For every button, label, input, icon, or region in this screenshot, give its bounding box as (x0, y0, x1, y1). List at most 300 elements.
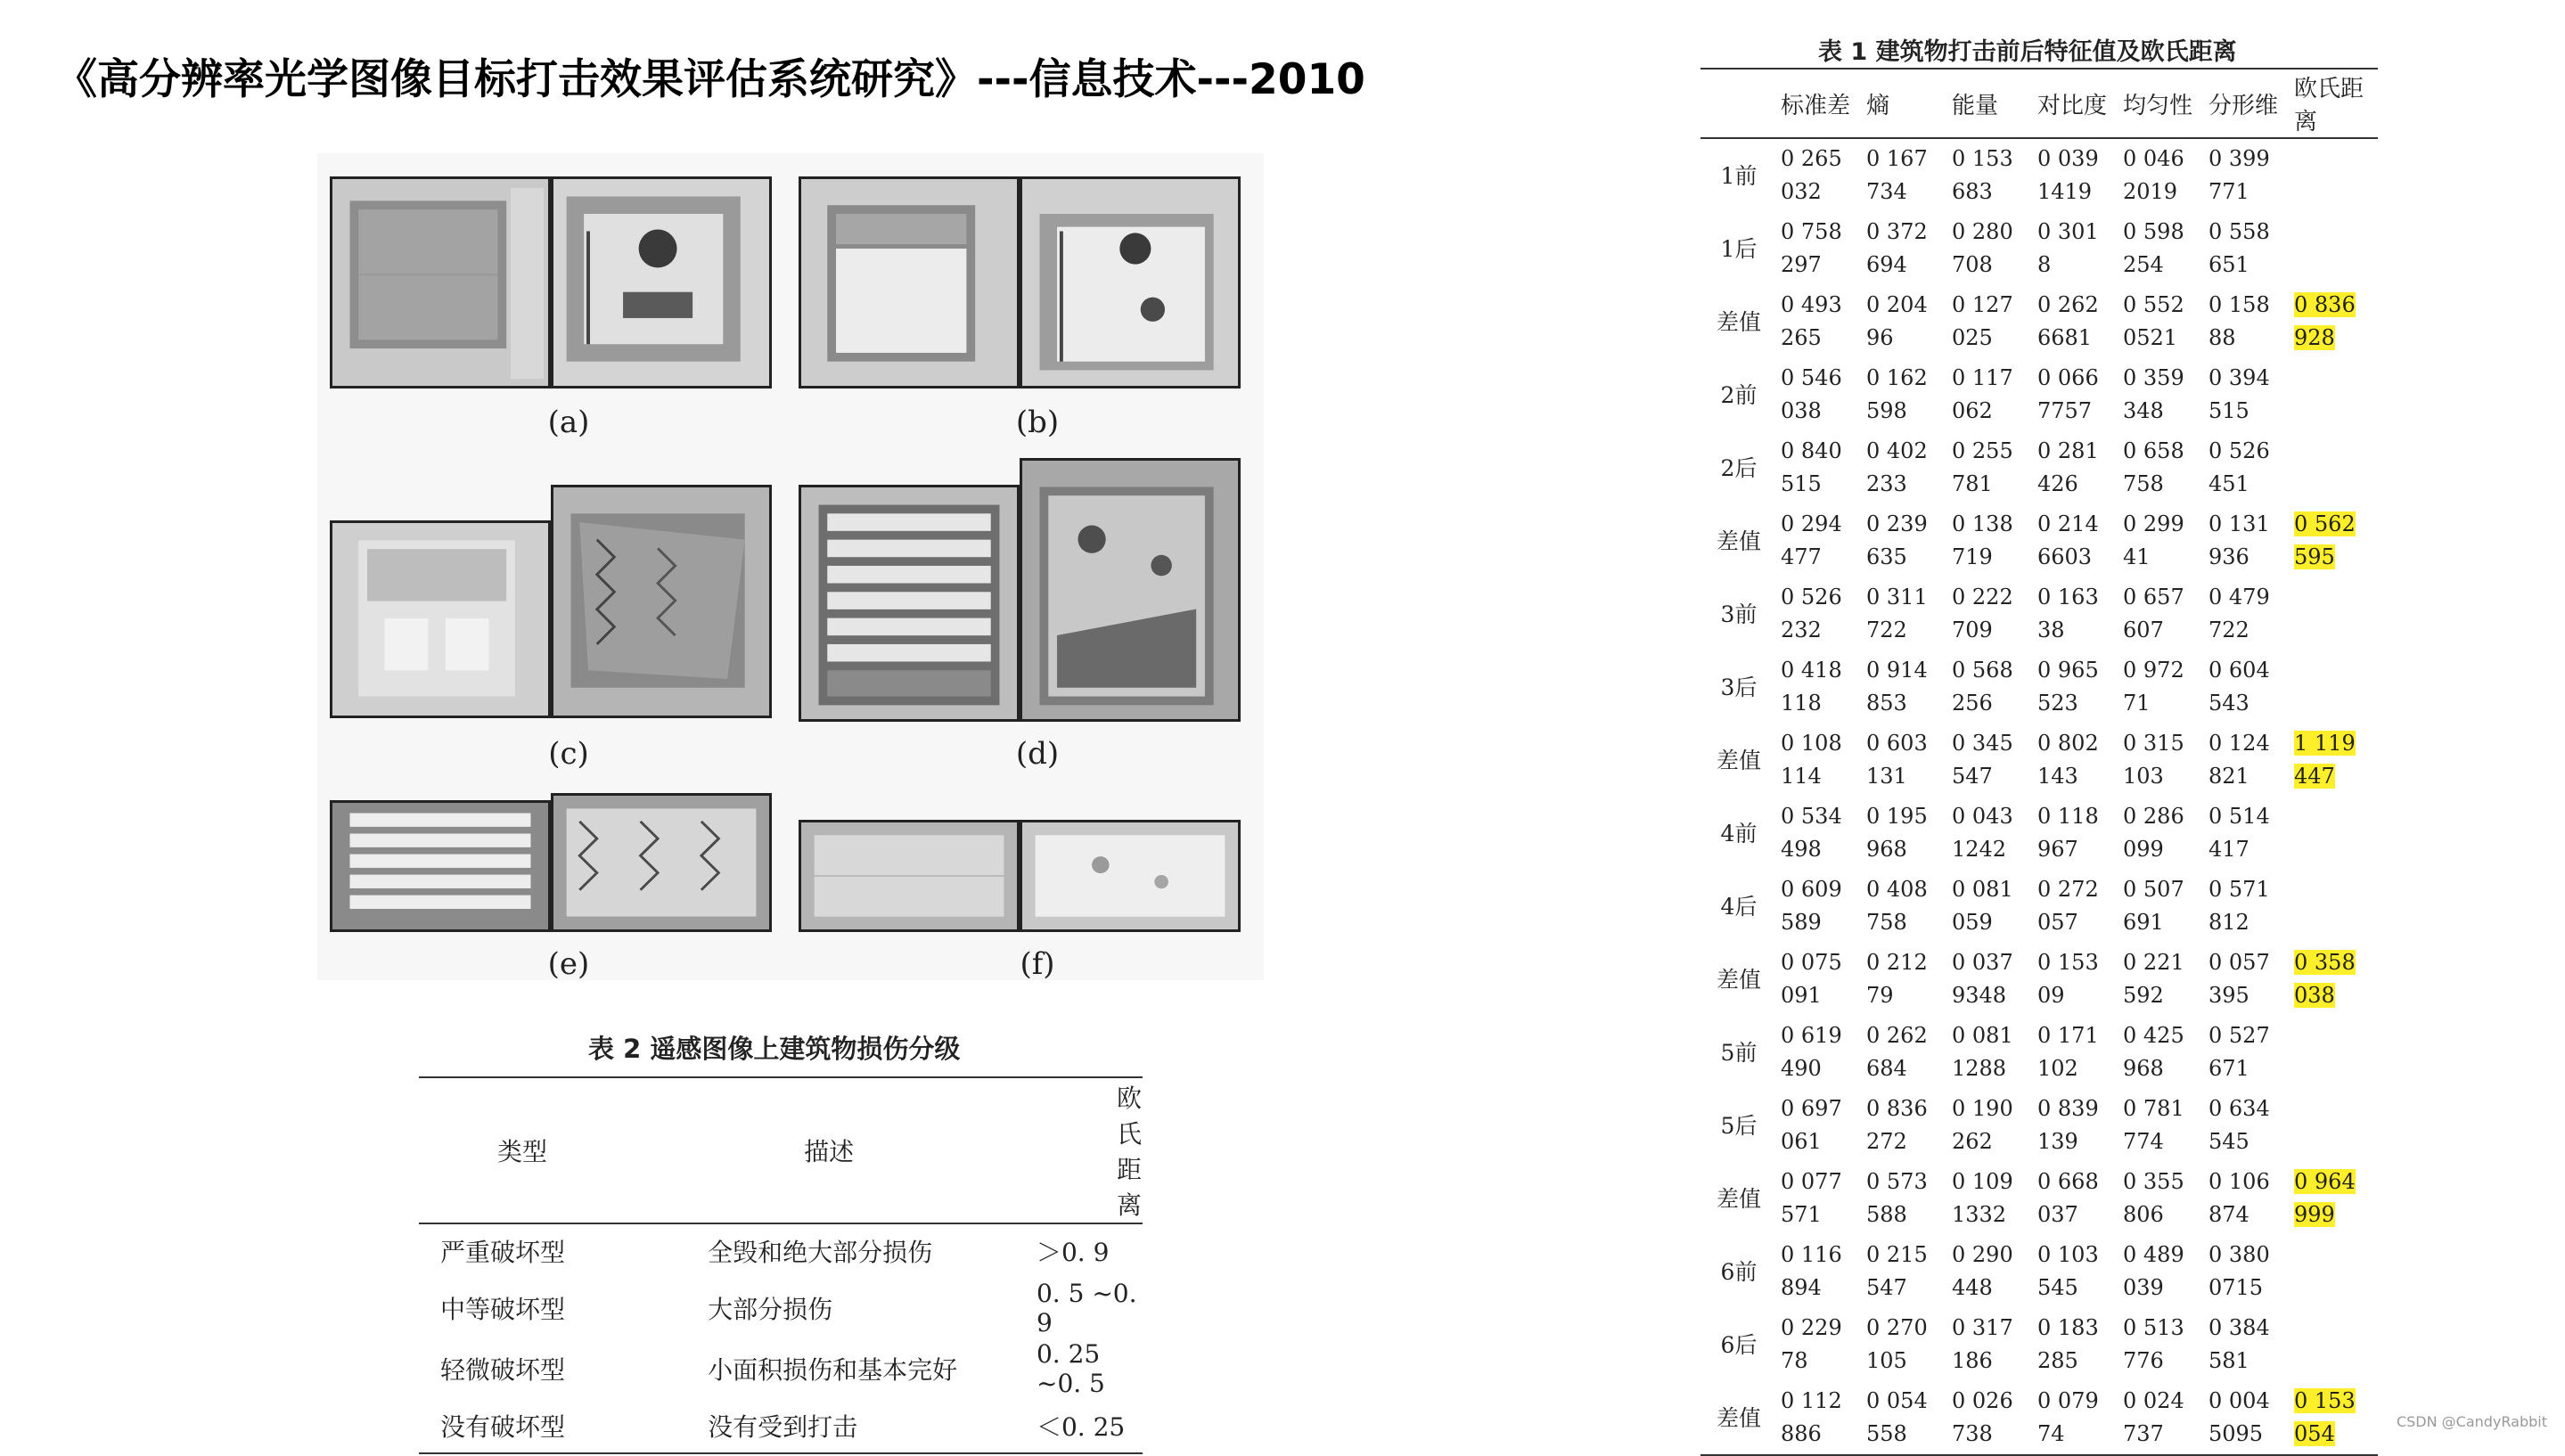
cell-line: 0 598 (2123, 219, 2184, 244)
cell-line: 0 619 (1781, 1023, 1842, 1048)
cell-line: 79 (1866, 983, 1894, 1008)
cell-line: 0 004 (2209, 1388, 2270, 1413)
cell-line: 0 204 (1866, 292, 1928, 317)
cell-line: 0 265 (1781, 146, 1842, 171)
table-cell (2034, 870, 2119, 943)
table-cell (1863, 504, 1948, 577)
cell-line: 061 (1781, 1129, 1822, 1154)
table-cell (1863, 797, 1948, 870)
cell-line: 0 526 (2209, 438, 2270, 463)
table-cell (2119, 797, 2205, 870)
table-cell: 全毁和绝大部分损伤 (708, 1238, 933, 1267)
table-row (1700, 358, 2378, 431)
cell-line: 0 081 (1952, 1023, 2013, 1048)
caption-d: (d) (1015, 736, 1060, 772)
column-header: 类型 (419, 1077, 663, 1223)
cell-line: 025 (1952, 325, 1993, 350)
distance-cell (2290, 943, 2378, 1016)
table-cell (2205, 724, 2290, 797)
table-cell (2119, 1016, 2205, 1089)
cell-line: 0 301 (2037, 219, 2099, 244)
table-cell (1777, 797, 1863, 870)
cell-line: 547 (1866, 1275, 1907, 1300)
cell-line: 771 (2209, 179, 2249, 204)
distance-cell (2290, 285, 2378, 358)
table-cell (1777, 943, 1863, 1016)
cell-line: 0 399 (2209, 146, 2270, 171)
column-header: 对比度 (2034, 69, 2119, 138)
table-cell (1863, 1016, 1948, 1089)
table-cell (1777, 1308, 1863, 1381)
table-cell (2119, 1235, 2205, 1308)
cell-line: 722 (2209, 618, 2249, 642)
cell-line: 0 836 (1866, 1096, 1928, 1121)
table-cell (2205, 650, 2290, 724)
cell-line: 547 (1952, 764, 1993, 789)
cell-line: 0 280 (1952, 219, 2013, 244)
cell-line: 139 (2037, 1129, 2078, 1154)
table-cell (2205, 1308, 2290, 1381)
cell-line: 758 (1866, 910, 1907, 935)
cell-line: 0 229 (1781, 1315, 1842, 1340)
table-cell: 轻微破坏型 (440, 1355, 566, 1385)
table-row (1700, 431, 2378, 504)
cell-line: 062 (1952, 398, 1993, 423)
cell-line: 0 408 (1866, 877, 1928, 902)
table-cell (1863, 1308, 1948, 1381)
cell-line: 0 668 (2037, 1169, 2099, 1194)
cell-line: 0 118 (2037, 804, 2099, 829)
cell-line: 272 (1866, 1129, 1907, 1154)
table-cell (1863, 285, 1948, 358)
table-cell (1863, 577, 1948, 650)
distance-cell (2290, 1016, 2378, 1089)
cell-line: 103 (2123, 764, 2164, 789)
cell-line: 0 479 (2209, 585, 2270, 609)
cell-line: 635 (1866, 544, 1907, 569)
column-header: 欧氏距离 (1019, 1077, 1143, 1223)
table-cell (2205, 870, 2290, 943)
cell-line: 41 (2123, 544, 2151, 569)
distance-cell (2290, 1089, 2378, 1162)
highlighted-distance: 0 836 (2294, 292, 2356, 317)
cell-line: 0 215 (1866, 1242, 1928, 1267)
cell-line: 592 (2123, 983, 2164, 1008)
cell-line: 254 (2123, 252, 2164, 277)
table-cell (2034, 1016, 2119, 1089)
cell-line: 558 (1866, 1421, 1907, 1446)
cell-line: 96 (1866, 325, 1894, 350)
cell-line: 0 112 (1781, 1388, 1842, 1413)
cell-line: 0 558 (2209, 219, 2270, 244)
table-cell (1863, 724, 1948, 797)
highlighted-distance: 0 153 (2294, 1388, 2356, 1413)
after-photo-c (551, 485, 772, 718)
cell-line: 0 311 (1866, 585, 1928, 609)
row-label: 2后 (1720, 454, 1758, 481)
cell-line: 691 (2123, 910, 2164, 935)
row-label: 差值 (1716, 528, 1761, 554)
table-cell (1863, 358, 1948, 431)
table-cell (2034, 1308, 2119, 1381)
cell-line: 1242 (1952, 837, 2007, 862)
table-row (1700, 650, 2378, 724)
cell-line: 821 (2209, 764, 2249, 789)
cell-line: 6603 (2037, 544, 2093, 569)
table-cell (2034, 1235, 2119, 1308)
table-cell (1777, 358, 1863, 431)
table-cell (2119, 138, 2205, 212)
cell-line: 0 697 (1781, 1096, 1842, 1121)
table-cell: 大部分损伤 (708, 1295, 833, 1324)
table-cell (1777, 1235, 1863, 1308)
after-photo-b (1020, 176, 1241, 389)
table-row (1700, 870, 2378, 943)
cell-line: 0 546 (1781, 365, 1842, 390)
cell-line: 0 131 (2209, 511, 2270, 536)
distance-cell (2290, 650, 2378, 724)
cell-line: 874 (2209, 1202, 2249, 1227)
cell-line: 581 (2209, 1348, 2249, 1373)
before-photo-e (330, 800, 551, 932)
table-cell: 小面积损伤和基本完好 (708, 1355, 958, 1385)
row-label: 差值 (1716, 1185, 1761, 1212)
highlighted-distance: 038 (2294, 983, 2335, 1008)
table-cell (2119, 577, 2205, 650)
table-cell (1948, 504, 2034, 577)
cell-line: 0 127 (1952, 292, 2013, 317)
table-header-row (1700, 69, 2378, 138)
table-cell (2034, 358, 2119, 431)
table-cell (2034, 138, 2119, 212)
cell-line: 0 116 (1781, 1242, 1842, 1267)
table2-title: 表 2 遥感图像上建筑物损伤分级 (588, 1034, 961, 1064)
cell-line: 0 355 (2123, 1169, 2184, 1194)
distance-cell (2290, 212, 2378, 285)
table-cell: 中等破坏型 (440, 1295, 566, 1324)
cell-line: 0 066 (2037, 365, 2099, 390)
distance-cell (2290, 1235, 2378, 1308)
table-cell: 没有受到打击 (663, 1399, 1019, 1453)
table-cell (1948, 285, 2034, 358)
table-cell (1777, 1381, 1863, 1455)
before-photo-f (799, 820, 1020, 932)
cell-line: 38 (2037, 618, 2065, 642)
cell-line: 0 190 (1952, 1096, 2013, 1121)
table-cell (2119, 212, 2205, 285)
table-cell (2034, 943, 2119, 1016)
table-cell (1948, 212, 2034, 285)
cell-line: 0 573 (1866, 1169, 1928, 1194)
caption-e: (e) (547, 946, 590, 982)
table-cell (2119, 1089, 2205, 1162)
cell-line: 0 077 (1781, 1169, 1842, 1194)
cell-line: 1332 (1952, 1202, 2007, 1227)
cell-line: 1419 (2037, 179, 2093, 204)
cell-line: 233 (1866, 471, 1907, 496)
distance-cell (2290, 1162, 2378, 1235)
cell-line: 1288 (1952, 1056, 2007, 1081)
table-cell (1777, 1089, 1863, 1162)
table-row (1700, 1089, 2378, 1162)
slide-title: 《高分辨率光学图像目标打击效果评估系统研究》---信息技术---2010 (55, 55, 1365, 104)
cell-line: 0 158 (2209, 292, 2270, 317)
highlighted-distance: 928 (2294, 325, 2335, 350)
cell-line: 0 124 (2209, 731, 2270, 756)
table-row (1700, 1235, 2378, 1308)
distance-cell (2290, 1308, 2378, 1381)
table-cell (1948, 650, 2034, 724)
cell-line: 143 (2037, 764, 2078, 789)
cell-line: 0 552 (2123, 292, 2184, 317)
cell-line: 477 (1781, 544, 1822, 569)
cell-line: 285 (2037, 1348, 2078, 1373)
table-cell (2205, 577, 2290, 650)
cell-line: 0 153 (2037, 950, 2099, 975)
table-cell: ＜0. 25 (1019, 1399, 1143, 1453)
table-cell (2205, 212, 2290, 285)
cell-line: 232 (1781, 618, 1822, 642)
table-row (1700, 1016, 2378, 1089)
cell-line: 0 394 (2209, 365, 2270, 390)
cell-line: 0 294 (1781, 511, 1842, 536)
table-row (1700, 138, 2378, 212)
cell-line: 0 290 (1952, 1242, 2013, 1267)
column-header: 熵 (1863, 69, 1948, 138)
cell-line: 894 (1781, 1275, 1822, 1300)
distance-cell (2290, 138, 2378, 212)
table-cell (1863, 138, 1948, 212)
table-row (419, 1399, 1143, 1453)
cell-line: 598 (1866, 398, 1907, 423)
table-row (1700, 1162, 2378, 1235)
table-cell (2205, 1162, 2290, 1235)
row-label: 3后 (1720, 674, 1758, 700)
column-header: 欧氏距离 (2290, 69, 2378, 138)
table-cell (2119, 1162, 2205, 1235)
cell-line: 708 (1952, 252, 1993, 277)
cell-line: 0 026 (1952, 1388, 2013, 1413)
after-photo-a (551, 176, 772, 389)
cell-line: 545 (2209, 1129, 2249, 1154)
table-cell (1948, 138, 2034, 212)
highlighted-distance: 595 (2294, 544, 2335, 569)
distance-cell (2290, 724, 2378, 797)
distance-cell (2290, 358, 2378, 431)
cell-line: 0 380 (2209, 1242, 2270, 1267)
table-cell (2205, 1381, 2290, 1455)
column-header: 均匀性 (2119, 69, 2205, 138)
cell-line: 451 (2209, 471, 2249, 496)
cell-line: 968 (1866, 837, 1907, 862)
cell-line: 0 195 (1866, 804, 1928, 829)
cell-line: 806 (2123, 1202, 2164, 1227)
table-cell (2034, 1089, 2119, 1162)
table-cell (1948, 358, 2034, 431)
cell-line: 039 (2123, 1275, 2164, 1300)
table-cell (2205, 358, 2290, 431)
highlighted-distance: 1 119 (2294, 731, 2356, 756)
cell-line: 118 (1781, 691, 1822, 716)
table-cell (2034, 504, 2119, 577)
table-cell (1948, 943, 2034, 1016)
table-cell (1863, 870, 1948, 943)
cell-line: 738 (1952, 1421, 1993, 1446)
table-cell (2119, 870, 2205, 943)
cell-line: 0 138 (1952, 511, 2013, 536)
row-label: 5前 (1720, 1039, 1758, 1066)
cell-line: 886 (1781, 1421, 1822, 1446)
table-cell: 严重破坏型 (440, 1238, 566, 1267)
cell-line: 0 568 (1952, 658, 2013, 683)
table-cell (1777, 1162, 1863, 1235)
after-photo-f (1020, 820, 1241, 932)
table-cell (1863, 1089, 1948, 1162)
row-label: 6后 (1720, 1331, 1758, 1358)
column-header: 分形维 (2205, 69, 2290, 138)
cell-line: 0 054 (1866, 1388, 1928, 1413)
cell-line: 671 (2209, 1056, 2249, 1081)
cell-line: 515 (1781, 471, 1822, 496)
cell-line: 0 239 (1866, 511, 1928, 536)
cell-line: 297 (1781, 252, 1822, 277)
cell-line: 0 839 (2037, 1096, 2099, 1121)
watermark: CSDN @CandyRabbit (2396, 1413, 2547, 1430)
cell-line: 0 079 (2037, 1388, 2099, 1413)
table-cell (1777, 724, 1863, 797)
row-label: 差值 (1716, 308, 1761, 335)
cell-line: 0 167 (1866, 146, 1928, 171)
cell-line: 0 262 (1866, 1023, 1928, 1048)
cell-line: 0 840 (1781, 438, 1842, 463)
cell-line: 853 (1866, 691, 1907, 716)
cell-line: 545 (2037, 1275, 2078, 1300)
highlighted-distance: 447 (2294, 764, 2335, 789)
column-header (1700, 69, 1777, 138)
table-cell: 没有破坏型 (419, 1399, 663, 1453)
cell-line: 0 534 (1781, 804, 1842, 829)
table-cell (2034, 212, 2119, 285)
cell-line: 936 (2209, 544, 2249, 569)
table-header-row (419, 1077, 1143, 1223)
table-cell (2119, 431, 2205, 504)
table-row (419, 1338, 1143, 1399)
cell-line: 0 315 (2123, 731, 2184, 756)
caption-a: (a) (547, 405, 590, 440)
before-photo-d (799, 485, 1020, 722)
table-row (1700, 724, 2378, 797)
table-cell (2119, 943, 2205, 1016)
distance-cell (2290, 1381, 2378, 1455)
table-cell: 0. 25 ~0. 5 (1036, 1339, 1105, 1398)
cell-line: 0 603 (1866, 731, 1928, 756)
row-label: 差值 (1716, 966, 1761, 993)
cell-line: 683 (1952, 179, 1993, 204)
cell-line: 0 781 (2123, 1096, 2184, 1121)
table-cell (2119, 1381, 2205, 1455)
cell-line: 0 507 (2123, 877, 2184, 902)
distance-cell (2290, 431, 2378, 504)
highlighted-distance: 054 (2294, 1421, 2335, 1446)
cell-line: 0 418 (1781, 658, 1842, 683)
table-cell (2205, 138, 2290, 212)
cell-line: 0 489 (2123, 1242, 2184, 1267)
table-cell (1948, 1016, 2034, 1089)
highlighted-distance: 0 358 (2294, 950, 2356, 975)
cell-line: 0 046 (2123, 146, 2184, 171)
cell-line: 0 108 (1781, 731, 1842, 756)
cell-line: 0 106 (2209, 1169, 2270, 1194)
cell-line: 032 (1781, 179, 1822, 204)
cell-line: 0715 (2209, 1275, 2264, 1300)
table-cell (2205, 1016, 2290, 1089)
table-cell (1948, 1381, 2034, 1455)
cell-line: 102 (2037, 1056, 2078, 1081)
cell-line: 0 317 (1952, 1315, 2013, 1340)
cell-line: 348 (2123, 398, 2164, 423)
cell-line: 448 (1952, 1275, 1993, 1300)
cell-line: 0 604 (2209, 658, 2270, 683)
cell-line: 186 (1952, 1348, 1993, 1373)
cell-line: 543 (2209, 691, 2249, 716)
row-label: 4前 (1720, 820, 1758, 847)
cell-line: 758 (2123, 471, 2164, 496)
row-label: 4后 (1720, 893, 1758, 920)
cell-line: 059 (1952, 910, 1993, 935)
highlighted-distance: 999 (2294, 1202, 2335, 1227)
cell-line: 265 (1781, 325, 1822, 350)
before-photo-a (330, 176, 551, 389)
table-cell (2205, 797, 2290, 870)
cell-line: 0 117 (1952, 365, 2013, 390)
cell-line: 0 914 (1866, 658, 1928, 683)
cell-line: 0 183 (2037, 1315, 2099, 1340)
cell-line: 0 527 (2209, 1023, 2270, 1048)
table-cell (1777, 285, 1863, 358)
table-row (1700, 577, 2378, 650)
cell-line: 0 043 (1952, 804, 2013, 829)
table-cell (1948, 1162, 2034, 1235)
cell-line: 78 (1781, 1348, 1808, 1373)
table-cell (2205, 943, 2290, 1016)
column-header: 标准差 (1777, 69, 1863, 138)
highlighted-distance: 0 964 (2294, 1169, 2356, 1194)
cell-line: 0 222 (1952, 585, 2013, 609)
cell-line: 262 (1952, 1129, 1993, 1154)
table-cell (2205, 1089, 2290, 1162)
table-cell (1863, 650, 1948, 724)
table-row (419, 1278, 1143, 1338)
table-cell (1777, 870, 1863, 943)
cell-line: 0 272 (2037, 877, 2099, 902)
table-cell (2205, 285, 2290, 358)
table-cell (1863, 212, 1948, 285)
table-cell (2119, 724, 2205, 797)
column-header: 能量 (1948, 69, 2034, 138)
cell-line: 651 (2209, 252, 2249, 277)
cell-line: 968 (2123, 1056, 2164, 1081)
cell-line: 734 (1866, 179, 1907, 204)
table-cell (2205, 504, 2290, 577)
table-cell (1948, 1308, 2034, 1381)
cell-line: 0 513 (2123, 1315, 2184, 1340)
cell-line: 0 972 (2123, 658, 2184, 683)
row-label: 2前 (1720, 381, 1758, 408)
table-cell (2119, 650, 2205, 724)
cell-line: 684 (1866, 1056, 1907, 1081)
caption-c: (c) (548, 736, 589, 772)
cell-line: 607 (2123, 618, 2164, 642)
